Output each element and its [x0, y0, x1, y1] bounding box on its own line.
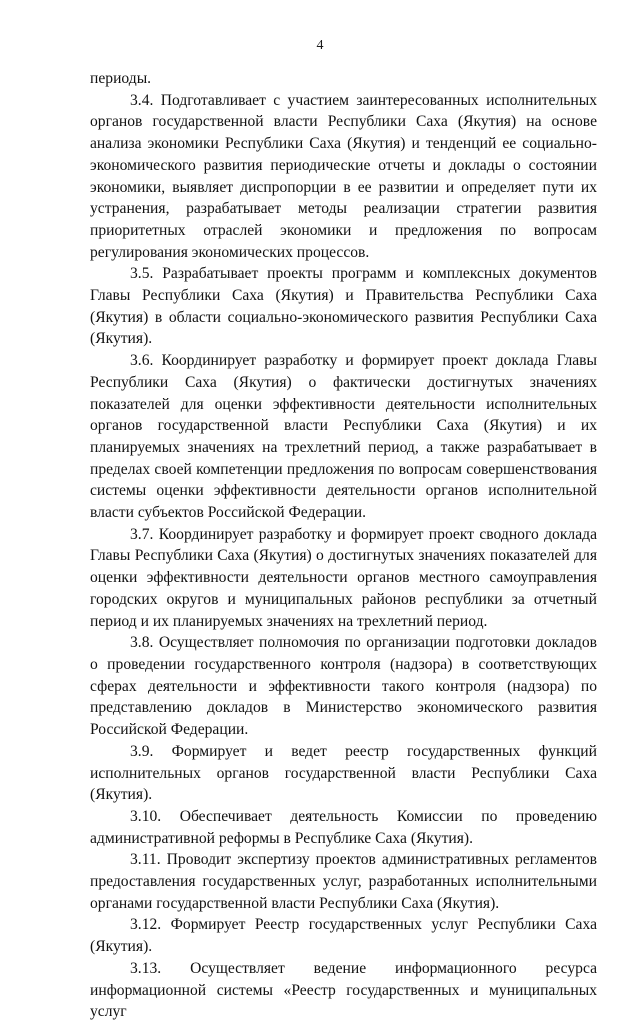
paragraph-3-9: 3.9. Формирует и ведет реестр государственных функций исполнительных органов государственной власти Республики Саха (Якутия).	[90, 742, 597, 804]
paragraph-3-7: 3.7. Координирует разработку и формирует проект сводного доклада Главы Республики Саха (Якутия) о достигнутых значениях показателей для оценки эффективности деятельности органов местного самоуправления городских округов и муниципальных районов республики за отчетный период и их планируемых значениях на трехлетний период.	[90, 525, 597, 630]
paragraph-3-12: 3.12. Формирует Реестр государственных услуг Республики Саха (Якутия).	[90, 916, 597, 956]
document-body	[90, 68, 597, 1023]
paragraph-3-13: 3.13. Осуществляет ведение информационного ресурса информационной системы «Реестр государственных и муниципальных услуг	[90, 959, 597, 1021]
paragraph-3-8: 3.8. Осуществляет полномочия по организации подготовки докладов о проведении государственного контроля (надзора) в соответствующих сферах деятельности и эффективности такого контроля (надзора) по представлению докладов в Министерство экономического развития Российской Федерации.	[90, 634, 597, 739]
paragraph-continuation: периоды.	[90, 70, 152, 87]
paragraph-3-4: 3.4. Подготавливает с участием заинтересованных исполнительных органов государственной власти Республики Саха (Якутия) на основе анализа экономики Республики Саха (Якутия) и тенденций ее социально-экономического развития периодические отчеты и доклады о состоянии экономики, выявляет диспропорции в ее развитии и определяет пути их устранения, разрабатывает методы реализации стратегии развития приоритетных отраслей экономики и предложения по вопросам регулирования экономических процессов.	[90, 91, 597, 261]
paragraph-3-5: 3.5. Разрабатывает проекты программ и комплексных документов Главы Республики Саха (Якутия) и Правительства Республики Саха (Якутия) в области социально-экономического развития Республики Саха (Якутия).	[90, 265, 597, 348]
page-number: 4	[316, 38, 324, 53]
paragraph-3-6: 3.6. Координирует разработку и формирует проект доклада Главы Республики Саха (Якутия) о фактически достигнутых значениях показателей для оценки эффективности деятельности исполнительных органов государственной власти Республики Саха (Якутия) и их планируемых значениях на трехлетний период, а также разрабатывает в пределах своей компетенции предложения по вопросам совершенствования системы оценки эффективности деятельности органов исполнительной власти субъектов Российской Федерации.	[90, 352, 597, 522]
paragraph-3-11: 3.11. Проводит экспертизу проектов административных регламентов предоставления государственных услуг, разработанных исполнительными органами государственной власти Республики Саха (Якутия).	[90, 851, 597, 912]
paragraph-3-10: 3.10. Обеспечивает деятельность Комиссии по проведению административной реформы в Республике Саха (Якутия).	[90, 807, 597, 847]
